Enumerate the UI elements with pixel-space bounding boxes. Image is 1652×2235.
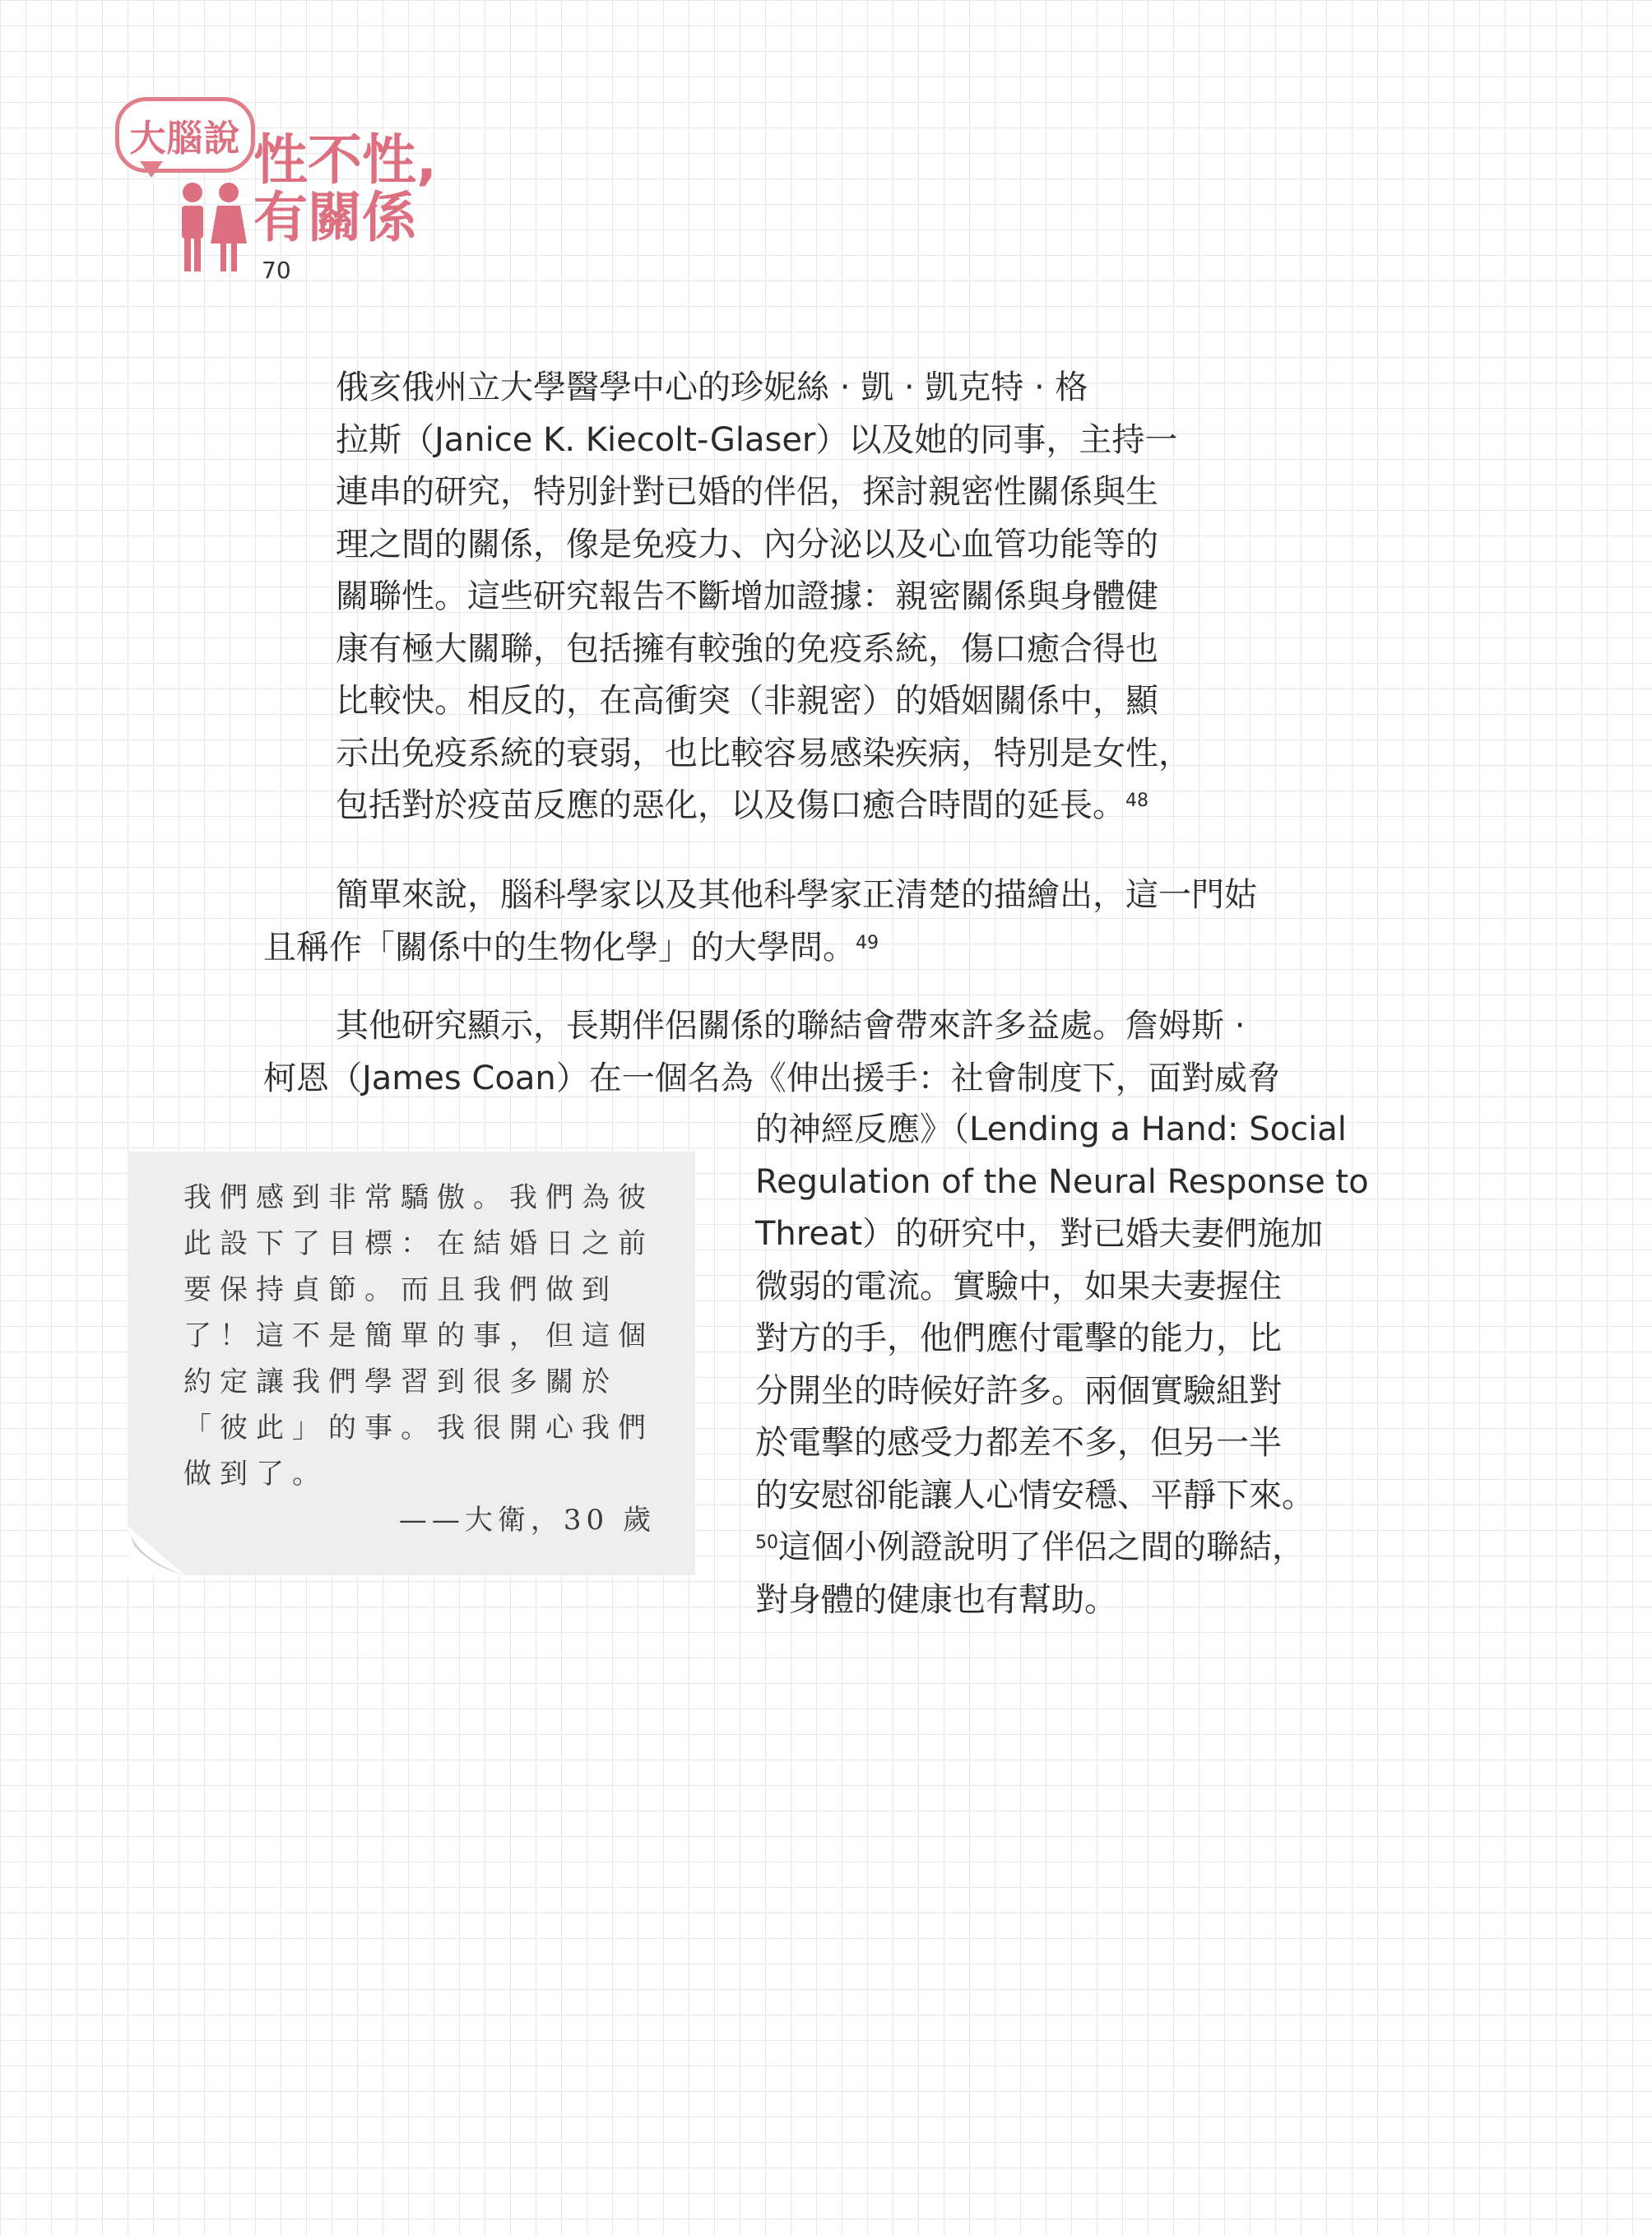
text-line xyxy=(263,922,1366,975)
quote-signature: ——大衛，30 歲 xyxy=(398,1504,656,1537)
quote-text xyxy=(183,1175,657,1497)
text-line-content: 簡單來說，腦科學家以及其他科學家正清楚的描繪出，這一門姑 xyxy=(336,876,1257,914)
page-number: 70 xyxy=(262,257,291,284)
text-line-content: 且稱作「關係中的生物化學」的大學問。 xyxy=(263,928,856,967)
footnote-ref: 49 xyxy=(856,932,879,953)
quote-line: 我們感到非常驕傲。我們為彼 xyxy=(183,1181,654,1214)
quote-line: 了！這不是簡單的事，但這個 xyxy=(183,1319,654,1352)
page-curl-icon xyxy=(128,1526,185,1575)
footnote-ref: 50 xyxy=(755,1533,778,1553)
text-line: 理之間的關係，像是免疫力、內分泌以及心血管功能等的 xyxy=(336,525,1158,563)
logo-bubble-tail xyxy=(140,161,163,178)
text-line: 拉斯（Janice K. Kiecolt-Glaser）以及她的同事，主持一 xyxy=(336,420,1178,459)
text-line: 連串的研究，特別針對已婚的伴侶，探討親密性關係與生 xyxy=(336,473,1158,511)
paragraph-3-column xyxy=(755,1104,1369,1626)
sidebar-quote-note xyxy=(128,1152,695,1575)
logo-speech-bubble xyxy=(115,97,255,173)
quote-line: 「彼此」的事。我很開心我們 xyxy=(183,1412,654,1444)
quote-line: 要保持貞節。而且我們做到 xyxy=(183,1273,618,1306)
text-line: 比較快。相反的，在高衝突（非親密）的婚姻關係中，顯 xyxy=(336,682,1158,720)
text-line: 的安慰卻能讓人心情安穩、平靜下來。 xyxy=(755,1476,1315,1514)
text-line xyxy=(263,1000,1366,1053)
logo-title-line1: 性不性, xyxy=(253,128,438,192)
text-line: 示出免疫系統的衰弱，也比較容易感染疾病，特別是女性， xyxy=(336,734,1191,772)
text-line: Threat）的研究中，對已婚夫妻們施加 xyxy=(755,1215,1324,1253)
text-line: 的神經反應》（Lending a Hand: Social xyxy=(755,1111,1347,1148)
text-line: 分開坐的時候好許多。兩個實驗組對 xyxy=(755,1371,1282,1410)
text-line: Regulation of the Neural Response to xyxy=(755,1162,1369,1201)
text-line: 關聯性。這些研究報告不斷增加證據：親密關係與身體健 xyxy=(336,577,1158,615)
text-line-content: 包括對於疫苗反應的惡化，以及傷口癒合時間的延長。 xyxy=(336,786,1125,824)
paragraph-2 xyxy=(263,869,1366,974)
text-line-content: 其他研究顯示，長期伴侶關係的聯結會帶來許多益處。詹姆斯 · xyxy=(336,1007,1246,1045)
quote-line: 做到了。 xyxy=(183,1458,328,1491)
logo-bubble-text: 大腦說 xyxy=(129,118,241,160)
text-line: 對方的手，他們應付電擊的能力，比 xyxy=(755,1319,1282,1357)
text-line: 對身體的健康也有幫助。 xyxy=(755,1580,1117,1619)
text-line xyxy=(755,1522,1364,1574)
paragraph-1 xyxy=(336,362,1290,832)
logo-title-line2: 有關係 xyxy=(253,186,416,249)
text-line: 俄亥俄州立大學醫學中心的珍妮絲 · 凱 · 凱克特 · 格 xyxy=(336,369,1088,406)
text-line: 康有極大關聯，包括擁有較強的免疫系統，傷口癒合得也 xyxy=(336,629,1158,668)
footnote-ref: 48 xyxy=(1125,791,1149,811)
text-line: 於電擊的感受力都差不多，但另一半 xyxy=(755,1424,1282,1462)
paragraph-3 xyxy=(263,1000,1366,1105)
couple-icon xyxy=(174,181,250,273)
text-line xyxy=(336,780,1290,832)
quote-line: 此設下了目標：在結婚日之前 xyxy=(183,1227,654,1260)
text-line-content: 這個小例證說明了伴侶之間的聯結， xyxy=(778,1528,1305,1566)
text-line: 微弱的電流。實驗中，如果夫妻握住 xyxy=(755,1267,1282,1305)
text-line xyxy=(263,869,1366,922)
quote-line: 約定讓我們學習到很多關於 xyxy=(183,1366,618,1398)
text-line: 柯恩（James Coan）在一個名為《伸出援手：社會制度下，面對威脅 xyxy=(263,1059,1280,1097)
